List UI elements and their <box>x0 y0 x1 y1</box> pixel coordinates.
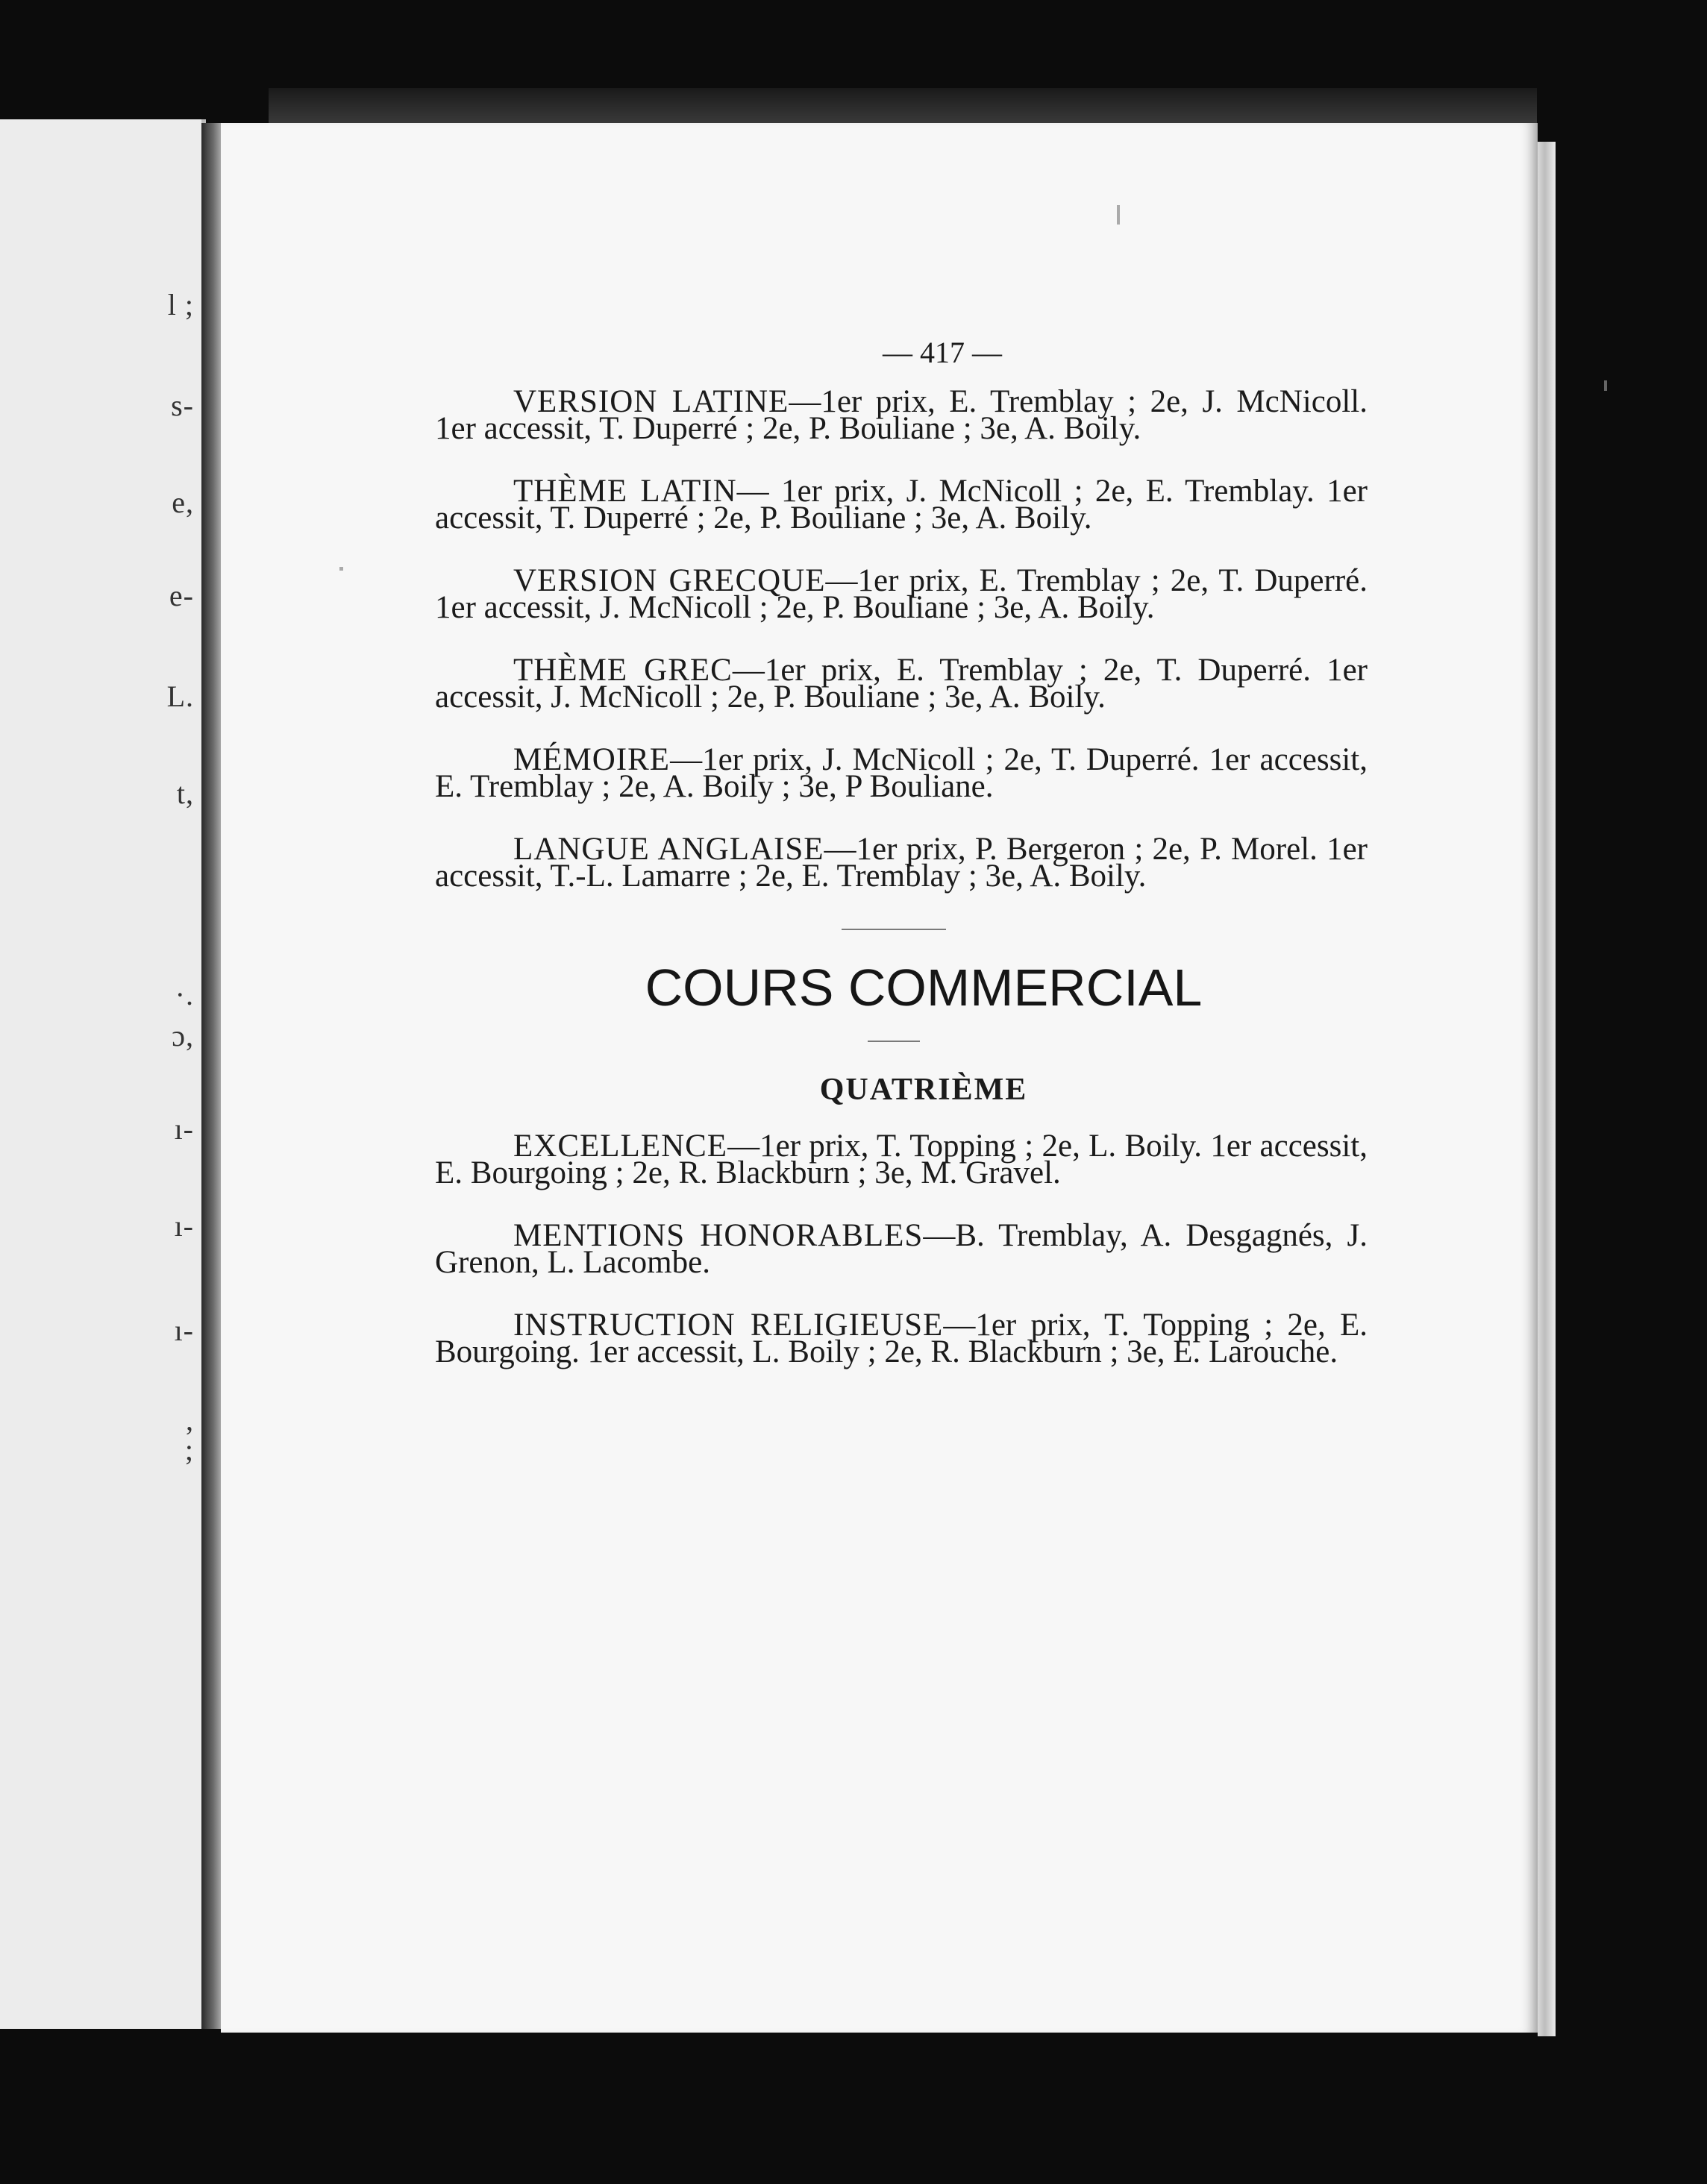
left-page-fragment: e, <box>172 486 194 519</box>
divider-rule-short <box>868 1041 920 1042</box>
left-page-fragment: ı- <box>174 1314 194 1347</box>
entry-heading: VERSION GRECQUE <box>513 563 826 598</box>
entry-text: —1er prix, T. Topping ; 2e, L. Boily. 1er accessit, E. Bourgoing ; 2e, R. Blackburn ; 3e, M. Gravel. <box>435 1129 1368 1190</box>
left-page-fragment: ı- <box>174 1209 194 1243</box>
entry-heading: EXCELLENCE <box>513 1129 728 1164</box>
page-text <box>435 336 1368 1402</box>
entry-text: —1er prix, E. Tremblay ; 2e, T. Duperré. 1er accessit, J. McNicoll ; 2e, P. Bouliane ; 3e, A. Boily. <box>435 653 1368 715</box>
entry-text: —1er prix, E. Tremblay ; 2e, T. Duperré. 1er accessit, J. McNicoll ; 2e, P. Bouliane ; 3e, A. Boily. <box>435 563 1368 625</box>
entry-text: —1er prix, T. Topping ; 2e, E. Bourgoing. 1er accessit, L. Boily ; 2e, R. Blackburn ; 3e, E. Larouche. <box>435 1308 1368 1369</box>
left-page-fragment: L. <box>166 680 194 713</box>
left-page-fragment: l ; <box>167 288 194 321</box>
scan-speck <box>339 567 343 571</box>
entry-theme-latin <box>435 474 1368 536</box>
entry-heading: VERSION LATINE <box>513 384 789 419</box>
scan-speck <box>1117 205 1120 225</box>
entry-heading: MÉMOIRE <box>513 742 671 777</box>
left-page-fragment: ı- <box>174 1112 194 1146</box>
left-page-fragment: ; <box>184 1433 194 1466</box>
scan-speck <box>1604 380 1607 391</box>
divider-rule <box>842 929 946 930</box>
entry-memoire <box>435 742 1368 804</box>
entry-heading: LANGUE ANGLAISE <box>513 832 824 867</box>
entry-text: — 1er prix, J. McNicoll ; 2e, E. Tremblay. 1er accessit, T. Duperré ; 2e, P. Bouliane ; 3e, A. Boily. <box>435 474 1368 536</box>
entry-text: —B. Tremblay, A. Desgagnés, J. Grenon, L. Lacombe. <box>435 1218 1368 1280</box>
section-title: COURS COMMERCIAL <box>645 958 1203 1017</box>
entry-text: —1er prix, P. Bergeron ; 2e, P. Morel. 1er accessit, T.-L. Lamarre ; 2e, E. Tremblay ; 3e, A. Boily. <box>435 832 1368 894</box>
left-page-fragment: ·. <box>175 978 194 1011</box>
entry-version-latine <box>435 384 1368 446</box>
left-facing-page <box>0 119 206 2029</box>
book-gutter <box>201 123 221 2029</box>
page-number: — 417 — <box>883 336 1002 369</box>
subsection-title: QUATRIÈME <box>819 1073 1028 1107</box>
left-page-fragment: t, <box>176 776 194 810</box>
scan-background-strip <box>269 88 1537 124</box>
entry-langue-anglaise <box>435 832 1368 894</box>
entry-heading: THÈME LATIN <box>513 474 737 509</box>
entry-excellence <box>435 1129 1368 1190</box>
prize-entries-classical <box>435 384 1368 894</box>
entry-heading: INSTRUCTION RELIGIEUSE <box>513 1308 944 1343</box>
left-page-fragment: s- <box>171 389 194 422</box>
entry-text: —1er prix, E. Tremblay ; 2e, J. McNicoll. 1er accessit, T. Duperré ; 2e, P. Bouliane ; 3e, A. Boily. <box>435 384 1368 446</box>
entry-heading: MENTIONS HONORABLES <box>513 1218 924 1253</box>
prize-entries-commercial <box>435 1129 1368 1369</box>
entry-heading: THÈME GREC <box>513 653 733 688</box>
entry-theme-grec <box>435 653 1368 715</box>
entry-version-grecque <box>435 563 1368 625</box>
entry-instruction-religieuse <box>435 1308 1368 1369</box>
entry-text: —1er prix, J. McNicoll ; 2e, T. Duperré. 1er accessit, E. Tremblay ; 2e, A. Boily ; 3e, P Bouliane. <box>435 742 1368 804</box>
page-edge <box>1538 142 1556 2036</box>
left-page-fragment: e- <box>169 579 194 612</box>
left-page-fragment: ɔ, <box>172 1019 194 1052</box>
left-page-fragment: , <box>186 1403 194 1437</box>
entry-mentions-honorables <box>435 1218 1368 1280</box>
